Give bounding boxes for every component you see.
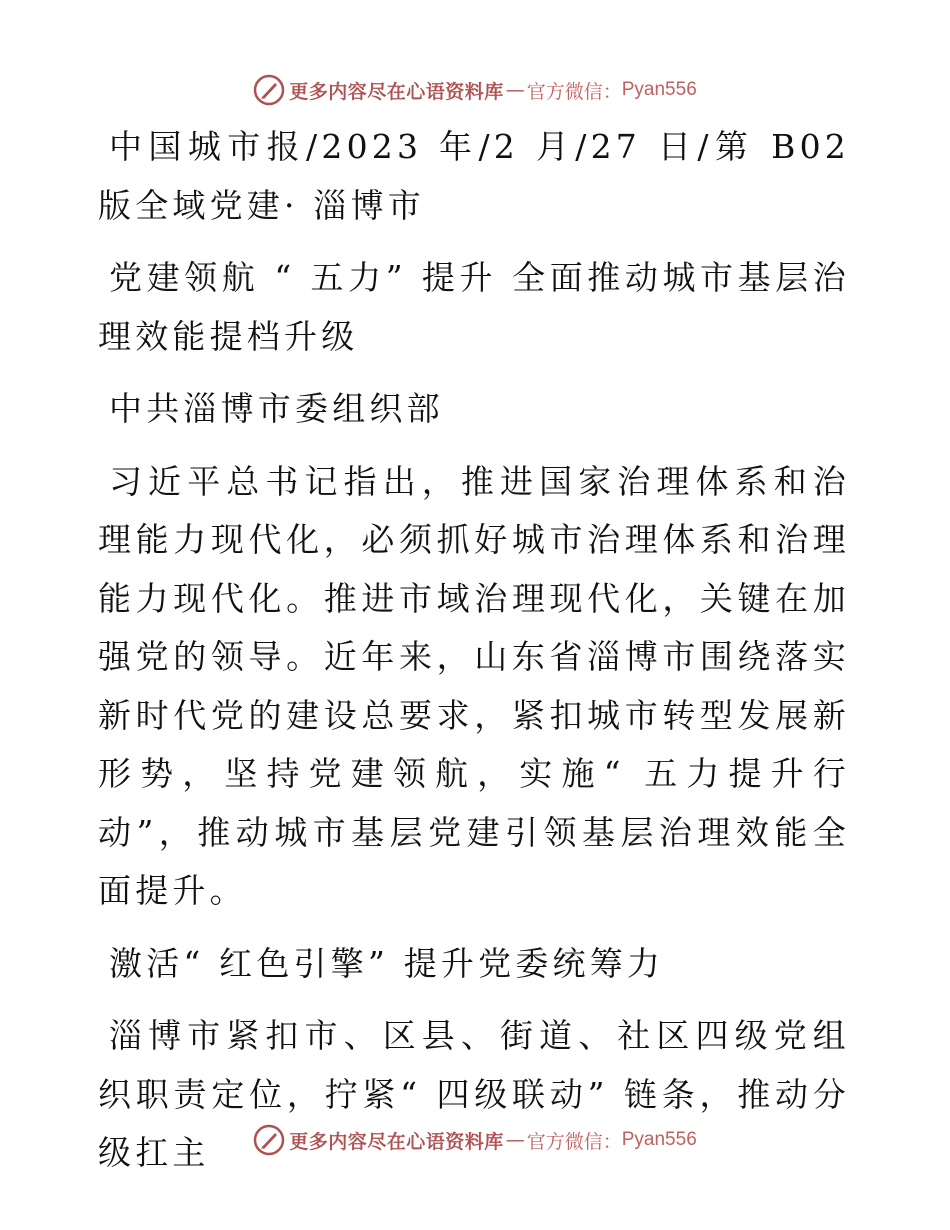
- banner-wechat-label: 官方微信：: [526, 1130, 622, 1153]
- body-paragraph-2: 淄博市紧扣市、区县、街道、社区四级党组织职责定位，拧紧“ 四级联动” 链条，推动分级扛主: [98, 1016, 850, 1172]
- quill-pen-icon: [253, 74, 285, 106]
- banner-text: 更多内容尽在心语资料库: [289, 1130, 504, 1153]
- headline: 党建领航 “ 五力” 提升 全面推动城市基层治理效能提档升级: [98, 258, 850, 356]
- section-heading: 激活“ 红色引擎” 提升党委统筹力: [109, 943, 665, 983]
- banner-text: 更多内容尽在心语资料库: [289, 80, 504, 103]
- body-paragraph-1: 习近平总书记指出，推进国家治理体系和治理能力现代化，必须抓好城市治理体系和治理能力现代化。推进市域治理现代化，关键在加强党的领导。近年来，山东省淄博市围绕落实新时代党的建设总要求，紧扣城市转型发展新形势，坚持党建领航，实施“ 五力提升行动”，推动城市基层党建引领基层治理效能全面提升。: [98, 461, 850, 910]
- watermark-banner-top: [0, 70, 950, 110]
- document-body: [98, 118, 850, 1183]
- banner-separator: —: [505, 79, 525, 101]
- banner-wechat-id: Pyan556: [621, 79, 697, 100]
- source-line: 中国城市报/2023 年/2 月/27 日/第 B02 版全域党建· 淄博市: [98, 127, 850, 225]
- quill-pen-icon: [253, 1124, 285, 1156]
- watermark-banner-bottom: [0, 1120, 950, 1160]
- banner-wechat-id: Pyan556: [621, 1129, 697, 1150]
- banner-separator: —: [505, 1129, 525, 1151]
- author-line: 中共淄博市委组织部: [109, 389, 444, 428]
- banner-wechat-label: 官方微信：: [526, 80, 622, 103]
